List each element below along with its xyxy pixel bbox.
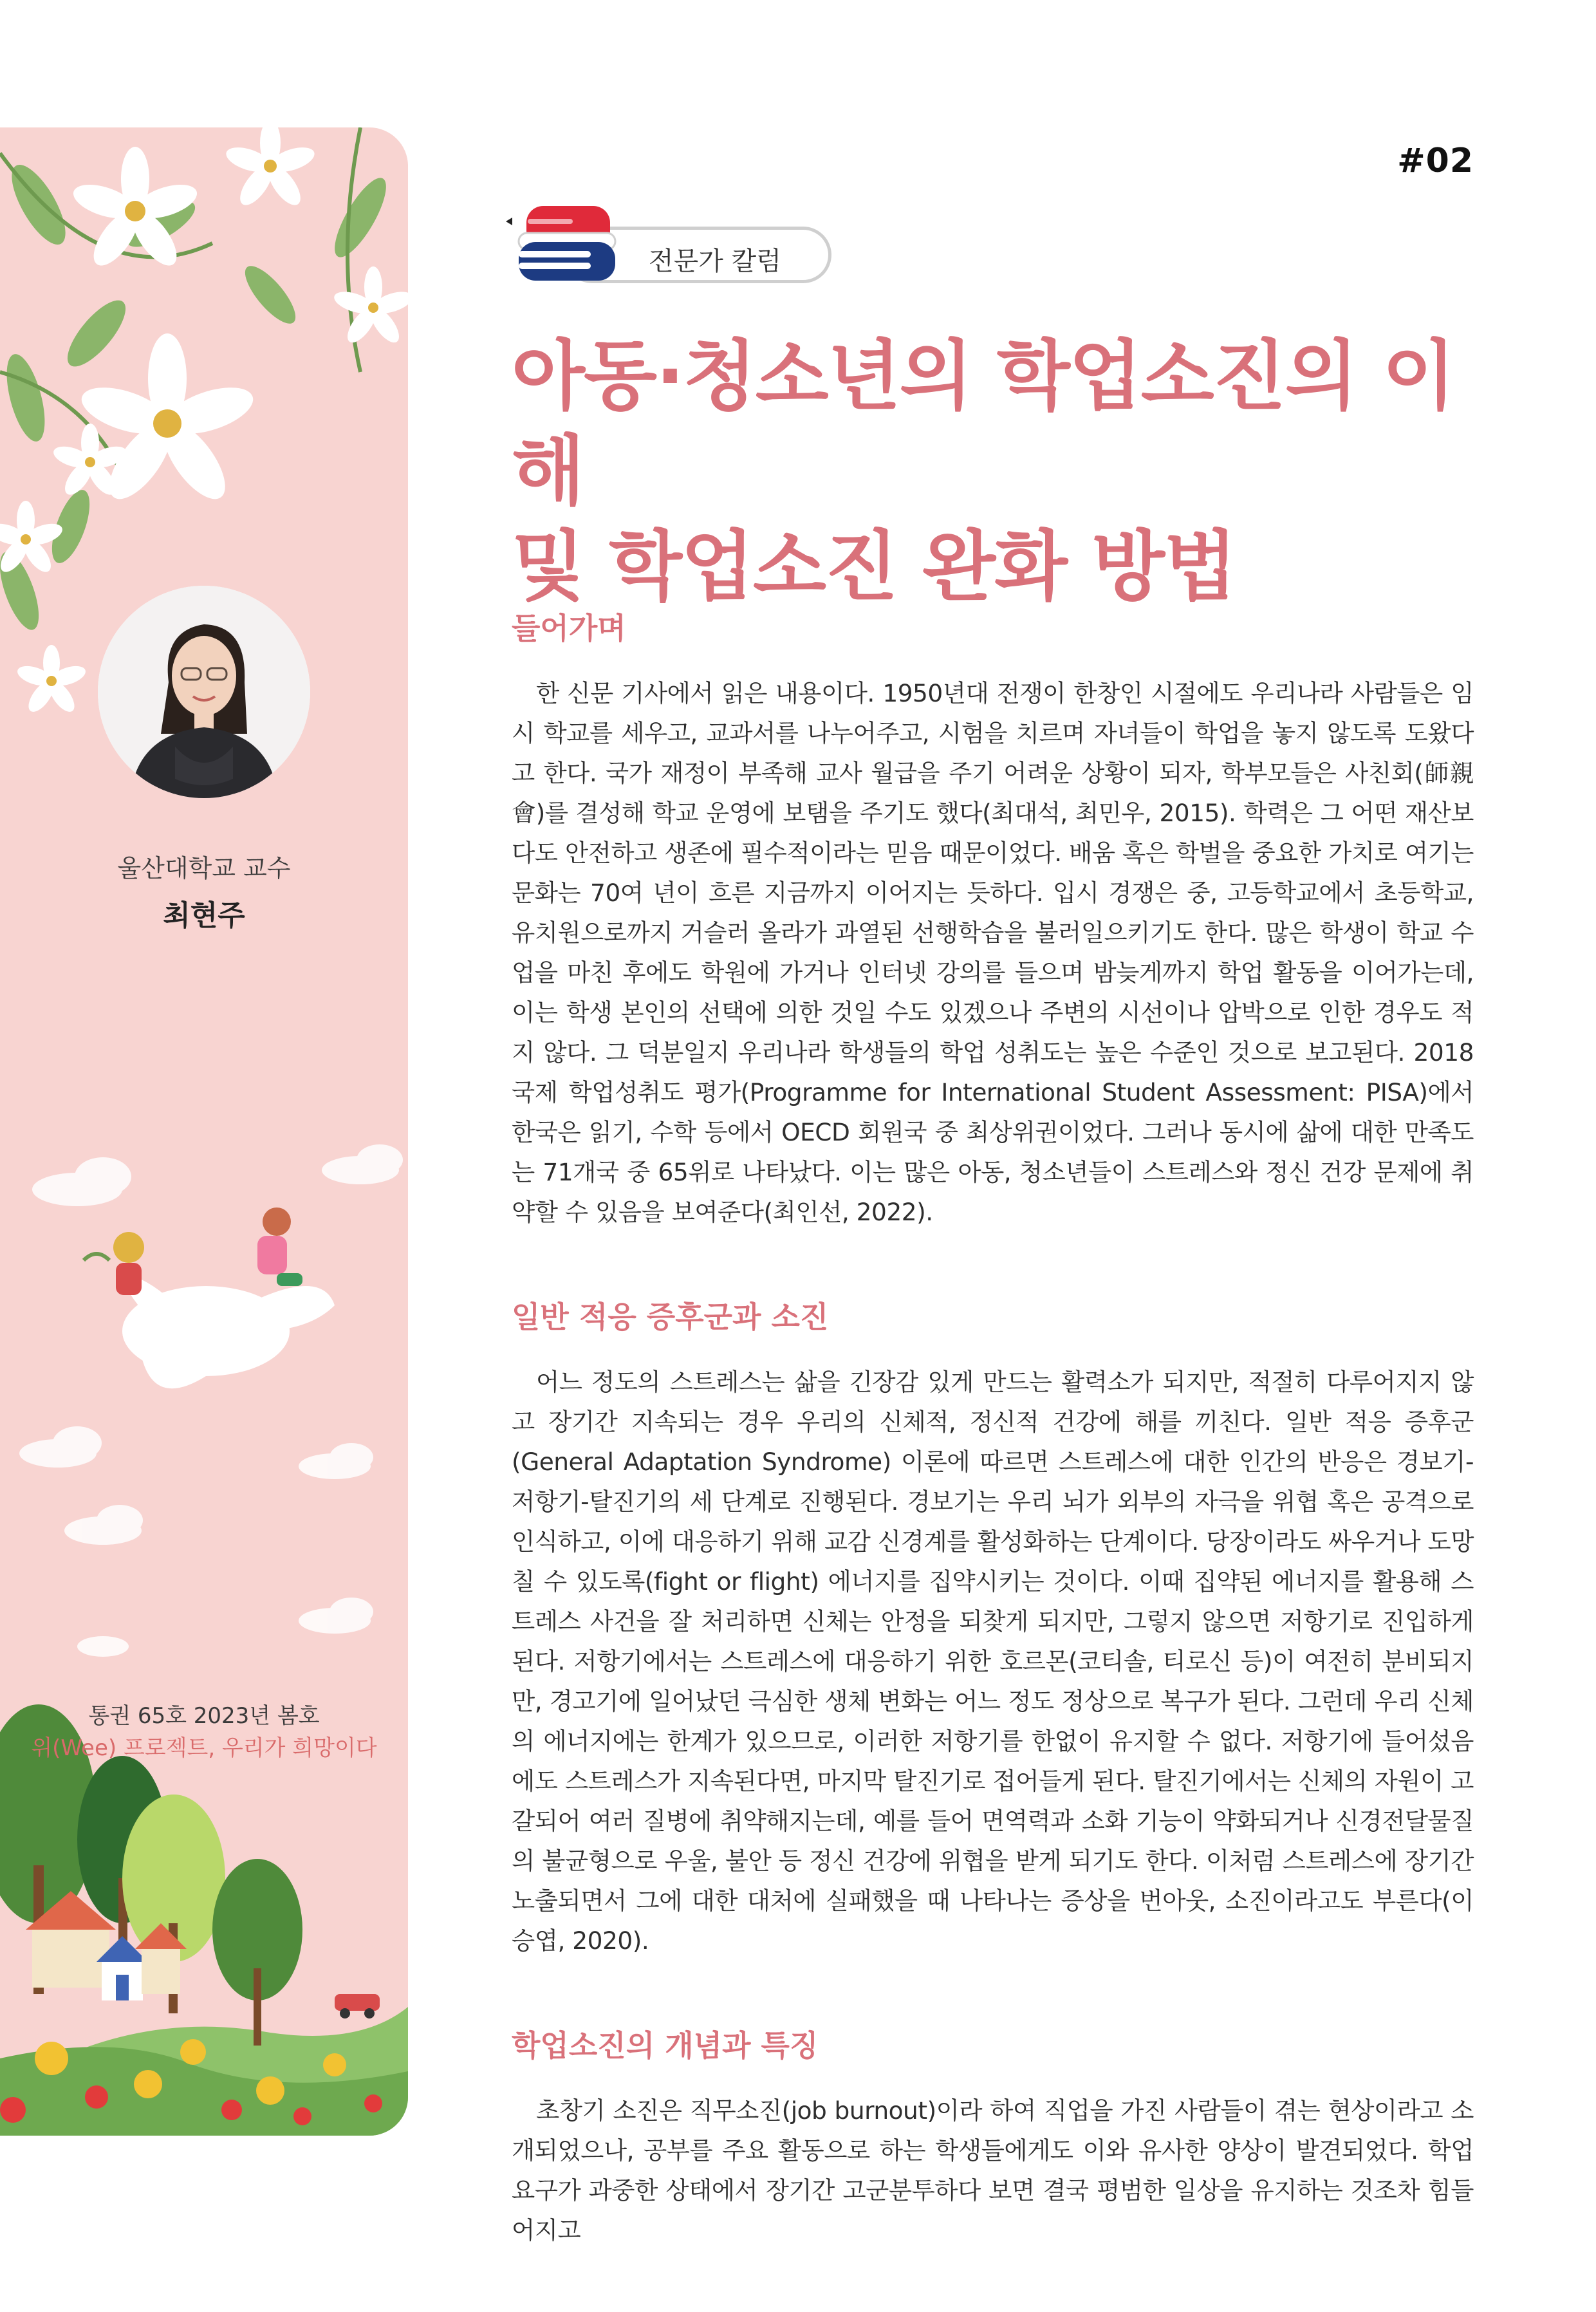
section-paragraph: 초창기 소진은 직무소진(job burnout)이라 하여 직업을 가진 사람들이 겪는 현상이라고 소개되었으나, 공부를 주요 활동으로 하는 학생들에게도 이와 유사한 양상이 발견되었다. 학업 요구가 과중한 상태에서 장기간 고군분투하다 보면 결국 평범한 일상을 유지하는 것조차 힘들어지고 bbox=[512, 2096, 1474, 2244]
title-line-1: 아동·청소년의 학업소진의 이해 bbox=[512, 331, 1454, 516]
category-tag bbox=[506, 205, 840, 295]
section-heading: 학업소진의 개념과 특징 bbox=[512, 2028, 819, 2063]
section-academic-burnout bbox=[512, 2022, 1474, 2250]
page-number: #02 bbox=[1397, 142, 1474, 180]
section-paragraph: 어느 정도의 스트레스는 삶을 긴장감 있게 만드는 활력소가 되지만, 적절히 다루어지지 않고 장기간 지속되는 경우 우리의 신체적, 정신적 건강에 해를 끼친다. 일반 적응 증후군(General Adaptation Syndrome) 이론에 따르면 스트레스에 대한 인간의 반응은 경보기-저항기-탈진기의 세 단계로 진행된다. 경보기는 우리 뇌가 외부의 자극을 위협 혹은 공격으로 인식하고, 이에 대응하기 위해 교감 신경계를 활성화하는 단계이다. 당장이라도 싸우거나 도망칠 수 있도록(fight or flight) 에너지를 집약시키는 것이다. 이때 집약된 에너지를 활용해 스트레스 사건을 잘 처리하면 신체는 안정을 되찾게 되지만, 그렇지 않으면 저항기로 진입하게 된다. 저항기에서는 스트레스에 대응하기 위한 호르몬(코티솔, 티로신 등)이 여전히 분비되지만, 경고기에 일어났던 극심한 생체 변화는 어느 정도 정상으로 복구가 된다. 그런데 우리 신체의 에너지에는 한계가 있으므로, 이러한 저항기를 한없이 유지할 수 없다. 저항기에 들어섰음에도 스트레스가 지속된다면, 마지막 탈진기로 접어들게 된다. 탈진기에서는 신체의 자원이 고갈되어 여러 질병에 취약해지는데, 예를 들어 면역력과 소화 기능이 약화되거나 신경전달물질의 불균형으로 우울, 불안 등 정신 건강에 위협을 받게 되기도 한다. 이처럼 스트레스에 장기간 노출되면서 그에 대한 대처에 실패했을 때 나타나는 증상을 번아웃, 소진이라고도 부른다(이승엽, 2020). bbox=[512, 1368, 1474, 1955]
article-body bbox=[512, 605, 1474, 2312]
section-gas bbox=[512, 1294, 1474, 1961]
sidebar-panel bbox=[0, 127, 408, 2136]
author-photo bbox=[98, 586, 310, 798]
section-heading: 들어가며 bbox=[512, 611, 626, 646]
section-paragraph: 한 신문 기사에서 읽은 내용이다. 1950년대 전쟁이 한창인 시절에도 우리나라 사람들은 임시 학교를 세우고, 교과서를 나누어주고, 시험을 치르며 자녀들이 학업을 놓지 않도록 도왔다고 한다. 국가 재정이 부족해 교사 월급을 주기 어려운 상황이 되자, 학부모들은 사친회(師親會)를 결성해 학교 운영에 보탬을 주기도 했다(최대석, 최민우, 2015). 학력은 그 어떤 재산보다도 안전하고 생존에 필수적이라는 믿음 때문이었다. 배움 혹은 학벌을 중요한 가치로 여기는 문화는 70여 년이 흐른 지금까지 이어지는 듯하다. 입시 경쟁은 중, 고등학교에서 초등학교, 유치원으로까지 거슬러 올라가 과열된 선행학습을 불러일으키기도 한다. 많은 학생이 학교 수업을 마친 후에도 학원에 가거나 인터넷 강의를 들으며 밤늦게까지 학업 활동을 이어가는데, 이는 학생 본인의 선택에 의한 것일 수도 있겠으나 주변의 시선이나 압박으로 인한 경우도 적지 않다. 그 덕분일지 우리나라 학생들의 학업 성취도는 높은 수준인 것으로 보고된다. 2018 국제 학업성취도 평가(Programme for International Student Assessment: PISA)에서 한국은 읽기, 수학 등에서 OECD 회원국 중 최상위권이었다. 그러나 동시에 삶에 대한 만족도는 71개국 중 65위로 나타났다. 이는 많은 아동, 청소년들이 스트레스와 정신 건강 문제에 취약할 수 있음을 보여준다(최인선, 2022). bbox=[512, 679, 1474, 1226]
section-heading: 일반 적응 증후군과 소진 bbox=[512, 1300, 829, 1334]
issue-info: 통권 65호 2023년 봄호 bbox=[88, 1703, 320, 1729]
magazine-title: 위(Wee) 프로젝트, 우리가 희망이다 bbox=[31, 1735, 377, 1761]
books-icon bbox=[506, 205, 622, 295]
section-intro bbox=[512, 605, 1474, 1232]
article-title bbox=[512, 328, 1516, 614]
author-name: 최현주 bbox=[163, 899, 245, 932]
floral-illustration bbox=[0, 127, 408, 2136]
author-affiliation: 울산대학교 교수 bbox=[117, 854, 291, 882]
tag-label: 전문가 칼럼 bbox=[649, 247, 781, 276]
person-portrait bbox=[98, 586, 310, 798]
title-line-2: 및 학업소진 완화 방법 bbox=[512, 522, 1236, 611]
